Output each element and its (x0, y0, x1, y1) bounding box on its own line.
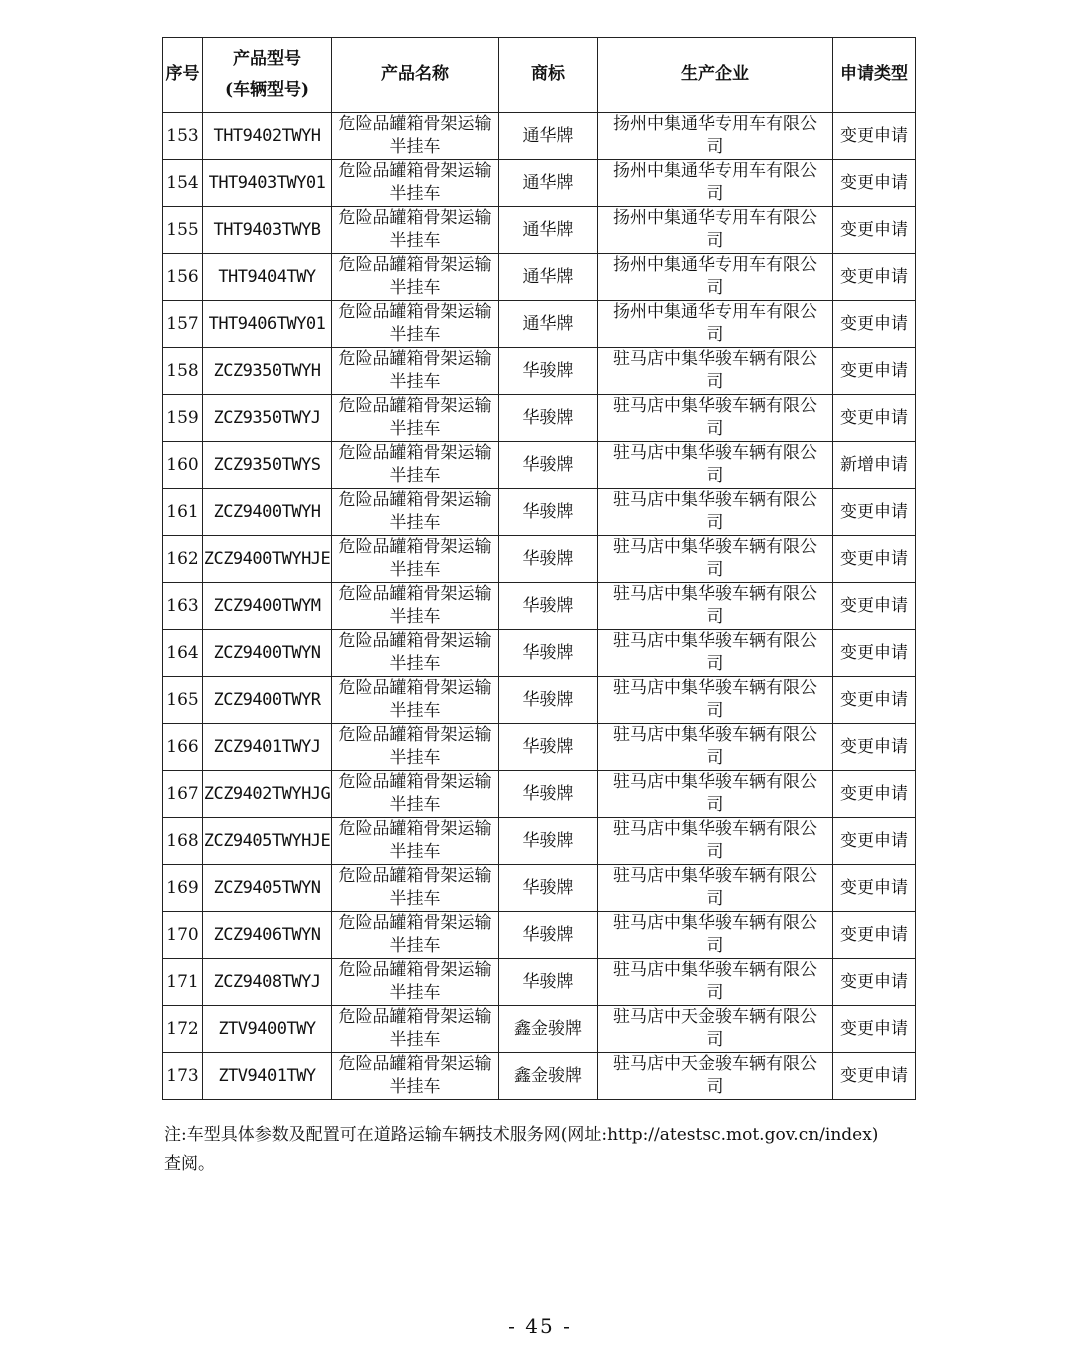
cell-product-name-line2: 半挂车 (389, 231, 441, 251)
cell-product-name-line2: 半挂车 (389, 1077, 441, 1097)
cell-type: 变更申请 (833, 1053, 916, 1100)
header-seq: 序号 (163, 38, 203, 113)
cell-maker-line1: 驻马店中集华骏车辆有限公 (613, 913, 817, 933)
cell-type: 变更申请 (833, 583, 916, 630)
cell-seq: 157 (163, 301, 203, 348)
cell-maker-line2: 司 (706, 983, 724, 1003)
table-body (163, 113, 916, 1100)
cell-maker-line1: 驻马店中集华骏车辆有限公 (613, 725, 817, 745)
cell-seq: 169 (163, 865, 203, 912)
cell-maker (598, 912, 833, 959)
cell-product-name-line2: 半挂车 (389, 513, 441, 533)
cell-product-name-line2: 半挂车 (389, 419, 441, 439)
cell-model: THT9404TWY (203, 254, 332, 301)
cell-brand: 华骏牌 (499, 536, 598, 583)
cell-brand: 鑫金骏牌 (499, 1053, 598, 1100)
cell-seq: 153 (163, 113, 203, 160)
cell-seq: 163 (163, 583, 203, 630)
cell-type: 变更申请 (833, 818, 916, 865)
cell-seq: 159 (163, 395, 203, 442)
cell-product-name-line1: 危险品罐箱骨架运输 (338, 208, 492, 228)
cell-product-name-line2: 半挂车 (389, 983, 441, 1003)
cell-model: ZCZ9408TWYJ (203, 959, 332, 1006)
cell-brand: 华骏牌 (499, 959, 598, 1006)
cell-maker (598, 724, 833, 771)
cell-type: 变更申请 (833, 677, 916, 724)
cell-brand: 华骏牌 (499, 395, 598, 442)
cell-product-name-line1: 危险品罐箱骨架运输 (338, 772, 492, 792)
cell-maker-line2: 司 (706, 1030, 724, 1050)
table-row (163, 489, 916, 536)
cell-maker-line2: 司 (706, 701, 724, 721)
cell-maker (598, 395, 833, 442)
cell-maker-line2: 司 (706, 889, 724, 909)
cell-brand: 华骏牌 (499, 677, 598, 724)
cell-seq: 172 (163, 1006, 203, 1053)
cell-brand: 华骏牌 (499, 348, 598, 395)
cell-model: ZCZ9350TWYH (203, 348, 332, 395)
cell-brand: 通华牌 (499, 301, 598, 348)
cell-brand: 通华牌 (499, 254, 598, 301)
cell-seq: 158 (163, 348, 203, 395)
cell-maker (598, 1006, 833, 1053)
cell-maker-line2: 司 (706, 184, 724, 204)
cell-model: ZCZ9350TWYS (203, 442, 332, 489)
cell-type: 变更申请 (833, 301, 916, 348)
cell-maker (598, 583, 833, 630)
cell-maker-line2: 司 (706, 654, 724, 674)
cell-type: 新增申请 (833, 442, 916, 489)
header-model-line2: (车辆型号) (224, 80, 310, 100)
cell-product-name-line2: 半挂车 (389, 372, 441, 392)
cell-maker (598, 630, 833, 677)
cell-maker-line1: 驻马店中集华骏车辆有限公 (613, 584, 817, 604)
cell-maker-line2: 司 (706, 795, 724, 815)
cell-brand: 华骏牌 (499, 489, 598, 536)
table-header-row (163, 38, 916, 113)
cell-seq: 165 (163, 677, 203, 724)
cell-maker-line2: 司 (706, 842, 724, 862)
cell-model: ZTV9401TWY (203, 1053, 332, 1100)
cell-product-name-line1: 危险品罐箱骨架运输 (338, 349, 492, 369)
cell-maker-line1: 扬州中集通华专用车有限公 (613, 302, 817, 322)
cell-product-name-line1: 危险品罐箱骨架运输 (338, 443, 492, 463)
cell-maker-line2: 司 (706, 748, 724, 768)
table-row (163, 959, 916, 1006)
header-model-line1: 产品型号 (233, 48, 301, 69)
cell-model: THT9406TWY01 (203, 301, 332, 348)
table-row (163, 254, 916, 301)
cell-product-name-line2: 半挂车 (389, 466, 441, 486)
cell-product-name (332, 348, 499, 395)
cell-model: ZCZ9401TWYJ (203, 724, 332, 771)
cell-maker-line1: 扬州中集通华专用车有限公 (613, 208, 817, 228)
cell-seq: 161 (163, 489, 203, 536)
cell-seq: 168 (163, 818, 203, 865)
table-row (163, 395, 916, 442)
cell-maker-line2: 司 (706, 1077, 724, 1097)
cell-product-name-line2: 半挂车 (389, 748, 441, 768)
cell-product-name-line1: 危险品罐箱骨架运输 (338, 913, 492, 933)
cell-seq: 155 (163, 207, 203, 254)
cell-type: 变更申请 (833, 912, 916, 959)
cell-model: ZCZ9350TWYJ (203, 395, 332, 442)
cell-model: ZTV9400TWY (203, 1006, 332, 1053)
cell-seq: 173 (163, 1053, 203, 1100)
cell-brand: 通华牌 (499, 113, 598, 160)
cell-maker (598, 113, 833, 160)
cell-type: 变更申请 (833, 771, 916, 818)
table-row (163, 583, 916, 630)
cell-product-name-line1: 危险品罐箱骨架运输 (338, 255, 492, 275)
cell-brand: 鑫金骏牌 (499, 1006, 598, 1053)
cell-product-name (332, 583, 499, 630)
cell-product-name-line1: 危险品罐箱骨架运输 (338, 537, 492, 557)
cell-product-name (332, 865, 499, 912)
cell-product-name-line1: 危险品罐箱骨架运输 (338, 490, 492, 510)
cell-model: ZCZ9400TWYM (203, 583, 332, 630)
cell-product-name (332, 160, 499, 207)
cell-product-name (332, 677, 499, 724)
header-name: 产品名称 (332, 38, 499, 113)
cell-brand: 通华牌 (499, 160, 598, 207)
cell-product-name-line2: 半挂车 (389, 278, 441, 298)
cell-seq: 156 (163, 254, 203, 301)
cell-product-name (332, 536, 499, 583)
cell-maker-line1: 驻马店中集华骏车辆有限公 (613, 349, 817, 369)
cell-maker-line1: 驻马店中集华骏车辆有限公 (613, 537, 817, 557)
cell-brand: 华骏牌 (499, 818, 598, 865)
cell-maker (598, 254, 833, 301)
cell-product-name-line2: 半挂车 (389, 654, 441, 674)
cell-product-name (332, 959, 499, 1006)
cell-seq: 164 (163, 630, 203, 677)
table-row (163, 442, 916, 489)
cell-type: 变更申请 (833, 348, 916, 395)
cell-product-name-line2: 半挂车 (389, 936, 441, 956)
cell-product-name-line1: 危险品罐箱骨架运输 (338, 960, 492, 980)
cell-maker (598, 818, 833, 865)
cell-seq: 167 (163, 771, 203, 818)
cell-type: 变更申请 (833, 724, 916, 771)
cell-maker (598, 771, 833, 818)
cell-maker-line2: 司 (706, 231, 724, 251)
cell-product-name (332, 207, 499, 254)
cell-product-name-line2: 半挂车 (389, 137, 441, 157)
cell-brand: 华骏牌 (499, 583, 598, 630)
cell-maker-line1: 驻马店中集华骏车辆有限公 (613, 631, 817, 651)
cell-brand: 华骏牌 (499, 771, 598, 818)
cell-seq: 170 (163, 912, 203, 959)
cell-maker-line2: 司 (706, 137, 724, 157)
cell-type: 变更申请 (833, 630, 916, 677)
cell-product-name-line1: 危险品罐箱骨架运输 (338, 1054, 492, 1074)
cell-product-name (332, 630, 499, 677)
cell-type: 变更申请 (833, 207, 916, 254)
cell-type: 变更申请 (833, 536, 916, 583)
cell-maker-line1: 驻马店中天金骏车辆有限公 (613, 1007, 817, 1027)
cell-seq: 162 (163, 536, 203, 583)
footnote-line2: 查阅。 (164, 1154, 215, 1174)
cell-maker-line1: 扬州中集通华专用车有限公 (613, 114, 817, 134)
table-row (163, 818, 916, 865)
cell-model: ZCZ9400TWYHJE (203, 536, 332, 583)
vehicle-table (162, 37, 916, 1100)
cell-maker (598, 442, 833, 489)
cell-model: ZCZ9406TWYN (203, 912, 332, 959)
cell-maker (598, 865, 833, 912)
cell-brand: 通华牌 (499, 207, 598, 254)
cell-type: 变更申请 (833, 395, 916, 442)
cell-maker (598, 536, 833, 583)
cell-product-name (332, 254, 499, 301)
footnote (164, 1121, 924, 1179)
cell-product-name (332, 1006, 499, 1053)
cell-type: 变更申请 (833, 1006, 916, 1053)
table-row (163, 771, 916, 818)
footnote-line1: 注:车型具体参数及配置可在道路运输车辆技术服务网(网址:http://atestsc.mot.gov.cn/index) (164, 1125, 879, 1145)
cell-product-name-line2: 半挂车 (389, 560, 441, 580)
cell-model: THT9403TWY01 (203, 160, 332, 207)
cell-maker (598, 301, 833, 348)
cell-type: 变更申请 (833, 959, 916, 1006)
cell-product-name-line2: 半挂车 (389, 607, 441, 627)
cell-product-name-line1: 危险品罐箱骨架运输 (338, 584, 492, 604)
table-row (163, 677, 916, 724)
cell-type: 变更申请 (833, 113, 916, 160)
cell-maker-line2: 司 (706, 278, 724, 298)
cell-maker-line2: 司 (706, 372, 724, 392)
cell-product-name-line1: 危险品罐箱骨架运输 (338, 725, 492, 745)
cell-maker-line2: 司 (706, 607, 724, 627)
cell-seq: 171 (163, 959, 203, 1006)
table-row (163, 1053, 916, 1100)
cell-brand: 华骏牌 (499, 865, 598, 912)
cell-maker (598, 160, 833, 207)
table-row (163, 113, 916, 160)
cell-model: ZCZ9400TWYN (203, 630, 332, 677)
cell-type: 变更申请 (833, 489, 916, 536)
cell-product-name (332, 818, 499, 865)
cell-product-name-line1: 危险品罐箱骨架运输 (338, 678, 492, 698)
cell-maker-line1: 驻马店中集华骏车辆有限公 (613, 443, 817, 463)
table-row (163, 536, 916, 583)
table-row (163, 301, 916, 348)
cell-model: ZCZ9405TWYHJE (203, 818, 332, 865)
cell-type: 变更申请 (833, 254, 916, 301)
cell-brand: 华骏牌 (499, 912, 598, 959)
cell-product-name-line1: 危险品罐箱骨架运输 (338, 302, 492, 322)
cell-maker (598, 1053, 833, 1100)
page-number: - 45 - (508, 1314, 572, 1338)
cell-seq: 166 (163, 724, 203, 771)
cell-model: THT9402TWYH (203, 113, 332, 160)
table-row (163, 724, 916, 771)
cell-product-name (332, 395, 499, 442)
cell-maker-line1: 扬州中集通华专用车有限公 (613, 161, 817, 181)
cell-maker (598, 348, 833, 395)
cell-product-name-line2: 半挂车 (389, 1030, 441, 1050)
cell-product-name (332, 489, 499, 536)
cell-product-name-line2: 半挂车 (389, 325, 441, 345)
cell-maker (598, 489, 833, 536)
cell-maker-line1: 驻马店中集华骏车辆有限公 (613, 772, 817, 792)
cell-maker-line1: 驻马店中天金骏车辆有限公 (613, 1054, 817, 1074)
cell-product-name (332, 1053, 499, 1100)
cell-product-name (332, 301, 499, 348)
cell-maker-line1: 驻马店中集华骏车辆有限公 (613, 396, 817, 416)
cell-model: ZCZ9400TWYR (203, 677, 332, 724)
table-row (163, 160, 916, 207)
cell-model: ZCZ9405TWYN (203, 865, 332, 912)
cell-maker (598, 677, 833, 724)
cell-product-name (332, 113, 499, 160)
table-row (163, 865, 916, 912)
table-row (163, 348, 916, 395)
cell-model: ZCZ9400TWYH (203, 489, 332, 536)
cell-product-name-line1: 危险品罐箱骨架运输 (338, 866, 492, 886)
cell-product-name-line1: 危险品罐箱骨架运输 (338, 161, 492, 181)
cell-seq: 160 (163, 442, 203, 489)
cell-product-name-line2: 半挂车 (389, 889, 441, 909)
cell-product-name-line2: 半挂车 (389, 701, 441, 721)
cell-maker-line2: 司 (706, 513, 724, 533)
cell-maker-line2: 司 (706, 325, 724, 345)
table-row (163, 630, 916, 677)
cell-brand: 华骏牌 (499, 442, 598, 489)
cell-model: ZCZ9402TWYHJG (203, 771, 332, 818)
table-row (163, 912, 916, 959)
header-model (203, 38, 332, 113)
cell-brand: 华骏牌 (499, 630, 598, 677)
cell-seq: 154 (163, 160, 203, 207)
cell-product-name (332, 442, 499, 489)
cell-product-name-line1: 危险品罐箱骨架运输 (338, 1007, 492, 1027)
table-row (163, 207, 916, 254)
cell-product-name (332, 912, 499, 959)
cell-maker-line1: 驻马店中集华骏车辆有限公 (613, 960, 817, 980)
cell-maker-line1: 扬州中集通华专用车有限公 (613, 255, 817, 275)
cell-maker (598, 959, 833, 1006)
cell-product-name-line1: 危险品罐箱骨架运输 (338, 631, 492, 651)
cell-maker-line1: 驻马店中集华骏车辆有限公 (613, 678, 817, 698)
cell-product-name-line2: 半挂车 (389, 795, 441, 815)
cell-maker-line2: 司 (706, 936, 724, 956)
table-row (163, 1006, 916, 1053)
cell-maker-line1: 驻马店中集华骏车辆有限公 (613, 490, 817, 510)
cell-maker-line2: 司 (706, 560, 724, 580)
header-maker: 生产企业 (598, 38, 833, 113)
cell-maker-line2: 司 (706, 466, 724, 486)
cell-maker-line2: 司 (706, 419, 724, 439)
cell-product-name (332, 724, 499, 771)
cell-brand: 华骏牌 (499, 724, 598, 771)
cell-type: 变更申请 (833, 865, 916, 912)
cell-model: THT9403TWYB (203, 207, 332, 254)
cell-product-name (332, 771, 499, 818)
cell-maker-line1: 驻马店中集华骏车辆有限公 (613, 819, 817, 839)
header-brand: 商标 (499, 38, 598, 113)
cell-product-name-line1: 危险品罐箱骨架运输 (338, 396, 492, 416)
header-type: 申请类型 (833, 38, 916, 113)
cell-maker (598, 207, 833, 254)
cell-product-name-line1: 危险品罐箱骨架运输 (338, 114, 492, 134)
cell-product-name-line2: 半挂车 (389, 184, 441, 204)
cell-product-name-line1: 危险品罐箱骨架运输 (338, 819, 492, 839)
cell-maker-line1: 驻马店中集华骏车辆有限公 (613, 866, 817, 886)
cell-product-name-line2: 半挂车 (389, 842, 441, 862)
cell-type: 变更申请 (833, 160, 916, 207)
